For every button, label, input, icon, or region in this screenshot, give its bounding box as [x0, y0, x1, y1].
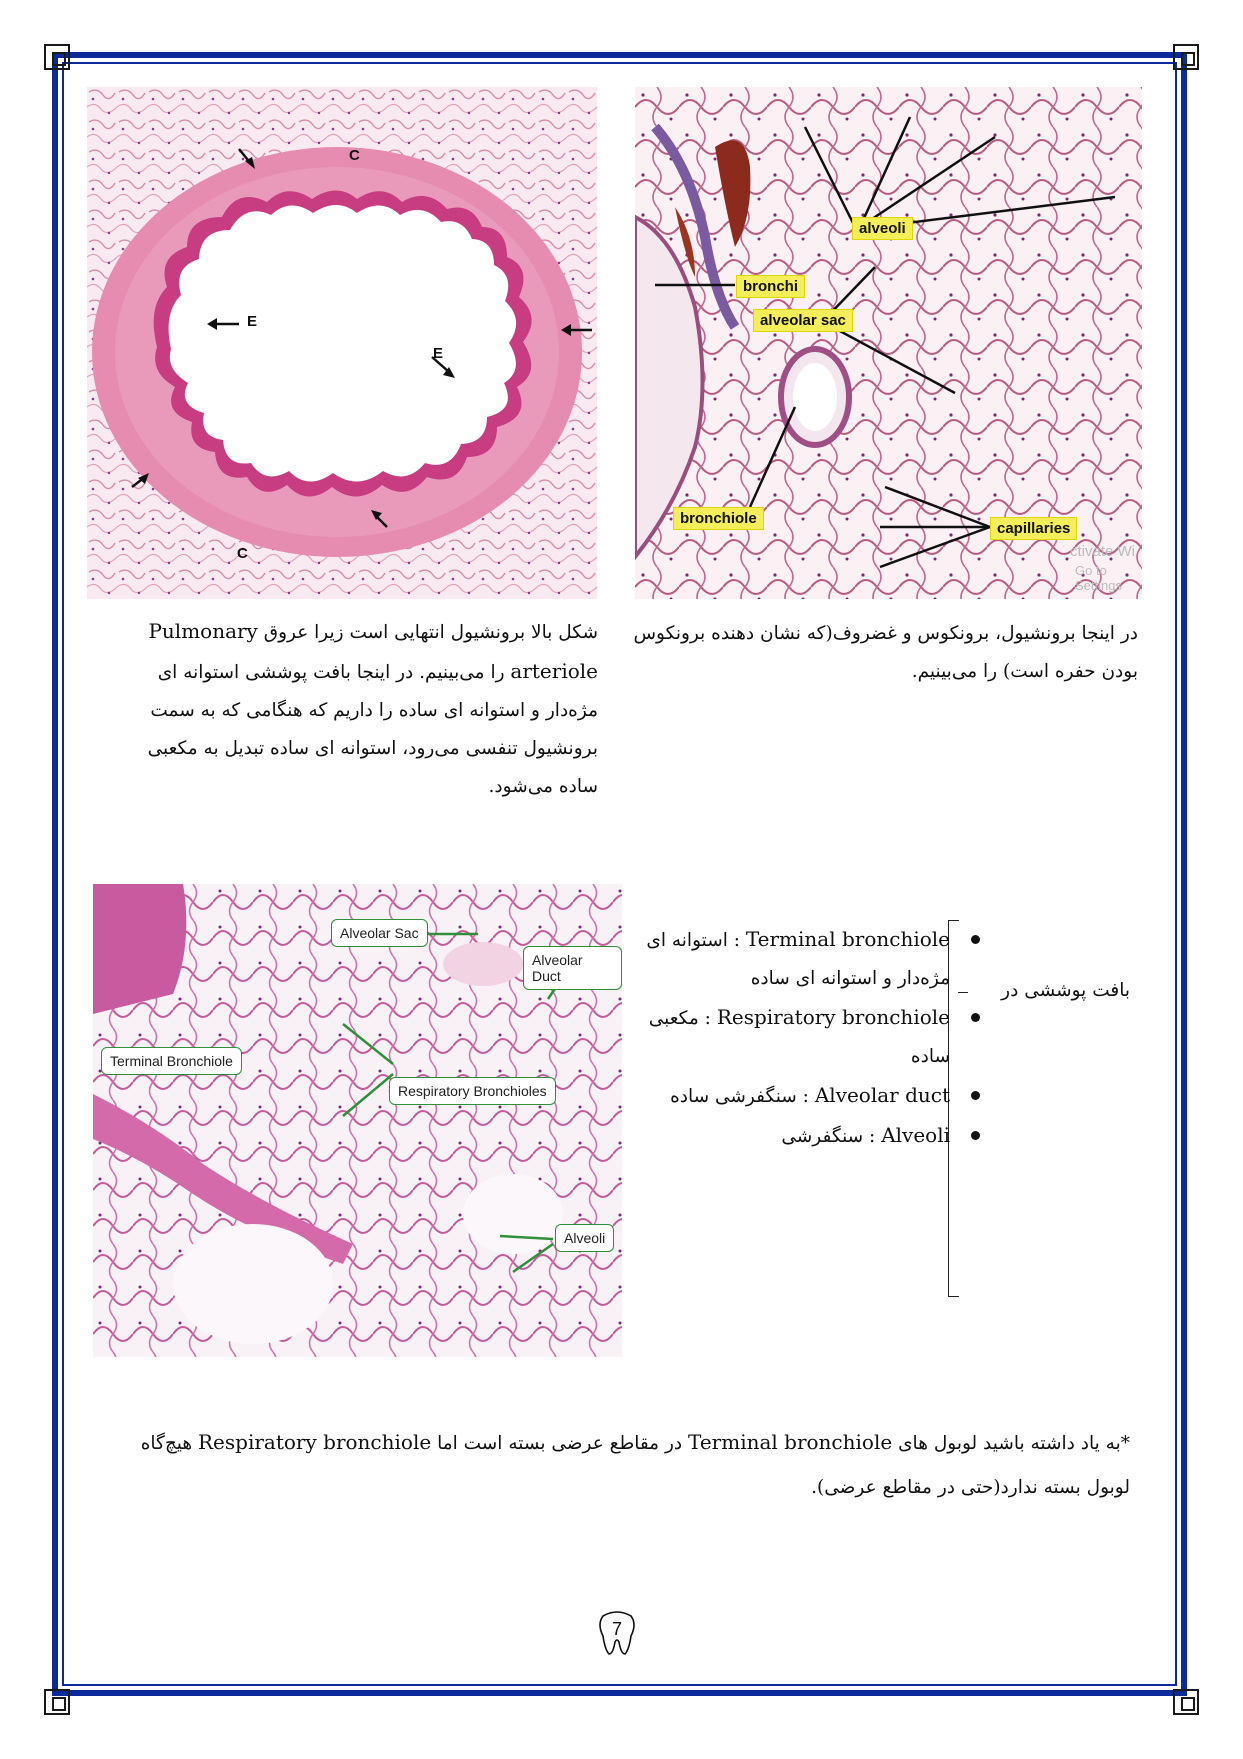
label-bronchiole: bronchiole — [673, 507, 764, 530]
list-term: Alveoli — [881, 1123, 950, 1147]
list-term: Alveolar duct — [814, 1083, 950, 1107]
caption-left — [120, 612, 598, 806]
corner-ornament-top-right — [1173, 44, 1199, 70]
note-part3: هیچ‌گاه لوبول بسته ندارد(حتی در مقاطع عرضی). — [140, 1433, 1130, 1498]
list-term: Respiratory bronchiole — [716, 1005, 950, 1029]
list-description: : سنگفرشی ساده — [670, 1086, 809, 1107]
bullet-icon — [971, 935, 980, 944]
note-part2: در مقاطع عرضی بسته است اما — [437, 1433, 683, 1454]
note-paragraph — [120, 1420, 1130, 1510]
micrograph-terminal-bronchiole — [87, 87, 597, 599]
micrograph-bronchus-bronchiole — [635, 87, 1142, 599]
label-alveoli: alveoli — [852, 217, 913, 240]
bullet-icon — [971, 1131, 980, 1140]
epithelium-heading: بافت پوششی در — [1001, 980, 1130, 1001]
note-part1: *به یاد داشته باشید لوبول های — [898, 1433, 1130, 1454]
page-number-badge — [595, 1610, 639, 1656]
label-c-bottom: C — [237, 545, 248, 562]
list-item-terminal-bronchiole — [620, 920, 950, 998]
corner-ornament-top-left — [44, 44, 70, 70]
label-alveolar-sac-bottom: Alveolar Sac — [331, 919, 428, 947]
label-c-top: C — [349, 147, 360, 164]
label-alveoli-bottom: Alveoli — [555, 1224, 614, 1252]
label-alveolar-duct: Alveolar Duct — [523, 946, 622, 990]
caption-right: در اینجا برونشیول، برونکوس و غضروف(که نشان دهنده برونکوس بودن حفره است) را می‌بینیم. — [633, 623, 1138, 682]
bullet-icon — [971, 1091, 980, 1100]
micrograph-respiratory-bronchioles — [93, 884, 622, 1357]
page-number: 7 — [611, 1619, 622, 1639]
list-description: : سنگفرشی — [781, 1126, 876, 1147]
watermark-line-1: ctivate Wi — [1070, 543, 1136, 560]
label-e-right: E — [433, 345, 444, 362]
list-item-respiratory-bronchiole — [620, 998, 950, 1076]
list-item-alveolar-duct — [620, 1076, 950, 1116]
caption-left-part2: را می‌بینیم. در اینجا بافت پوششی استوانه ای مژه‌دار و استوانه ای ساده را داریم که هنگامی که به سمت برونشیول تنفسی می‌رود، استوانه ای ساده تبدیل به مکعبی ساده می‌شود. — [147, 662, 598, 797]
watermark-line-2: Go to Settings — [1075, 563, 1122, 593]
list-term: Terminal bronchiole — [745, 927, 950, 951]
label-alveolar-sac: alveolar sac — [753, 309, 853, 332]
bracket-tick — [958, 992, 968, 993]
caption-left-english-term: Pulmonary arteriole — [148, 619, 598, 683]
list-description: : مکعبی ساده — [648, 1008, 950, 1067]
label-terminal-bronchiole: Terminal Bronchiole — [101, 1047, 242, 1075]
note-term-2: Respiratory bronchiole — [198, 1430, 432, 1454]
corner-ornament-bottom-right — [1173, 1689, 1199, 1715]
list-item-alveoli — [620, 1116, 950, 1156]
label-respiratory-bronchioles: Respiratory Bronchioles — [389, 1077, 556, 1105]
label-capillaries: capillaries — [990, 517, 1077, 540]
list-description: : استوانه ای مژه‌دار و استوانه ای ساده — [646, 930, 950, 989]
epithelium-list — [620, 920, 950, 1156]
corner-ornament-bottom-left — [44, 1689, 70, 1715]
note-term-1: Terminal bronchiole — [688, 1430, 893, 1454]
bullet-icon — [971, 1013, 980, 1022]
histology-image-terminal-bronchiole — [87, 87, 597, 599]
label-e-left: E — [247, 313, 258, 330]
label-bronchi: bronchi — [736, 275, 805, 298]
caption-left-part1: شکل بالا برونشیول انتهایی است زیرا عروق — [263, 622, 598, 643]
